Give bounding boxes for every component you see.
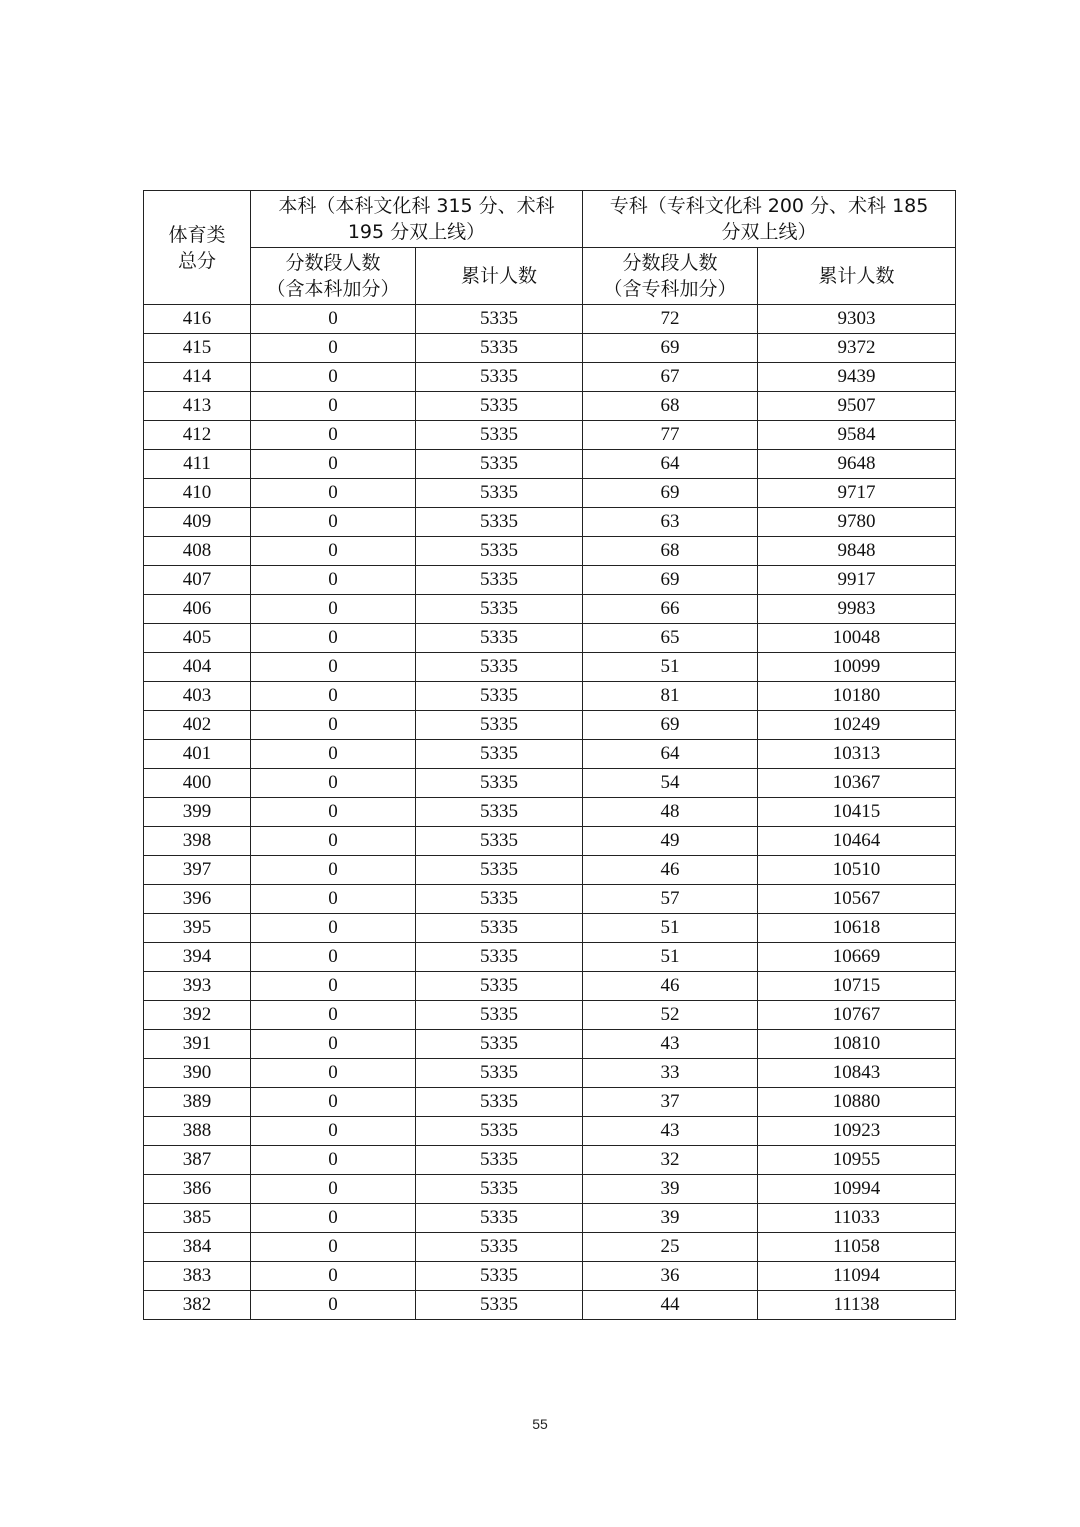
cell-benke-segment: 0 [251, 653, 416, 682]
cell-total-score: 396 [144, 885, 251, 914]
cell-total-score: 382 [144, 1291, 251, 1320]
cell-benke-segment: 0 [251, 827, 416, 856]
cell-zhuanke-cumulative: 10048 [758, 624, 956, 653]
table-row [144, 827, 956, 856]
cell-zhuanke-cumulative: 9507 [758, 392, 956, 421]
cell-total-score: 410 [144, 479, 251, 508]
score-table [143, 190, 956, 1320]
table-row [144, 885, 956, 914]
cell-zhuanke-segment: 72 [583, 305, 758, 334]
cell-benke-cumulative: 5335 [416, 334, 583, 363]
table-row [144, 537, 956, 566]
cell-benke-segment: 0 [251, 363, 416, 392]
cell-benke-segment: 0 [251, 1001, 416, 1030]
cell-zhuanke-segment: 43 [583, 1117, 758, 1146]
cell-total-score: 400 [144, 769, 251, 798]
cell-zhuanke-segment: 44 [583, 1291, 758, 1320]
cell-benke-cumulative: 5335 [416, 566, 583, 595]
cell-benke-cumulative: 5335 [416, 392, 583, 421]
table-row [144, 334, 956, 363]
cell-zhuanke-segment: 25 [583, 1233, 758, 1262]
cell-zhuanke-segment: 57 [583, 885, 758, 914]
cell-zhuanke-cumulative: 10669 [758, 943, 956, 972]
cell-zhuanke-segment: 64 [583, 450, 758, 479]
table-row [144, 943, 956, 972]
table-row [144, 421, 956, 450]
table-row [144, 1233, 956, 1262]
cell-benke-segment: 0 [251, 798, 416, 827]
cell-total-score: 407 [144, 566, 251, 595]
header-benke-segment-line-2: （含本科加分） [266, 278, 400, 300]
cell-zhuanke-segment: 39 [583, 1204, 758, 1233]
cell-zhuanke-segment: 64 [583, 740, 758, 769]
cell-total-score: 388 [144, 1117, 251, 1146]
cell-total-score: 397 [144, 856, 251, 885]
cell-zhuanke-segment: 68 [583, 537, 758, 566]
table-row [144, 305, 956, 334]
cell-zhuanke-segment: 51 [583, 914, 758, 943]
table-body [144, 305, 956, 1320]
cell-benke-cumulative: 5335 [416, 1291, 583, 1320]
cell-benke-segment: 0 [251, 421, 416, 450]
header-benke-segment [251, 248, 416, 305]
cell-total-score: 384 [144, 1233, 251, 1262]
cell-total-score: 409 [144, 508, 251, 537]
cell-total-score: 401 [144, 740, 251, 769]
cell-benke-cumulative: 5335 [416, 1262, 583, 1291]
cell-zhuanke-cumulative: 9917 [758, 566, 956, 595]
cell-zhuanke-segment: 49 [583, 827, 758, 856]
cell-zhuanke-segment: 51 [583, 653, 758, 682]
cell-zhuanke-segment: 65 [583, 624, 758, 653]
cell-benke-segment: 0 [251, 856, 416, 885]
cell-zhuanke-cumulative: 10415 [758, 798, 956, 827]
cell-zhuanke-cumulative: 9439 [758, 363, 956, 392]
table-row [144, 1262, 956, 1291]
cell-benke-segment: 0 [251, 1117, 416, 1146]
table-row [144, 972, 956, 1001]
table-row [144, 479, 956, 508]
table-row [144, 1088, 956, 1117]
cell-zhuanke-cumulative: 10767 [758, 1001, 956, 1030]
cell-total-score: 391 [144, 1030, 251, 1059]
cell-benke-segment: 0 [251, 1262, 416, 1291]
table-row [144, 1030, 956, 1059]
cell-zhuanke-segment: 48 [583, 798, 758, 827]
cell-zhuanke-segment: 77 [583, 421, 758, 450]
cell-zhuanke-cumulative: 9983 [758, 595, 956, 624]
cell-zhuanke-cumulative: 10180 [758, 682, 956, 711]
cell-zhuanke-cumulative: 9780 [758, 508, 956, 537]
cell-zhuanke-segment: 69 [583, 479, 758, 508]
cell-benke-segment: 0 [251, 711, 416, 740]
cell-benke-segment: 0 [251, 392, 416, 421]
cell-zhuanke-cumulative: 10367 [758, 769, 956, 798]
cell-total-score: 415 [144, 334, 251, 363]
cell-zhuanke-cumulative: 10923 [758, 1117, 956, 1146]
cell-benke-cumulative: 5335 [416, 1088, 583, 1117]
table-row [144, 1117, 956, 1146]
cell-benke-segment: 0 [251, 1175, 416, 1204]
cell-benke-cumulative: 5335 [416, 798, 583, 827]
cell-benke-cumulative: 5335 [416, 363, 583, 392]
cell-zhuanke-segment: 39 [583, 1175, 758, 1204]
cell-total-score: 414 [144, 363, 251, 392]
cell-zhuanke-cumulative: 10313 [758, 740, 956, 769]
table-row [144, 856, 956, 885]
cell-zhuanke-cumulative: 11058 [758, 1233, 956, 1262]
cell-benke-segment: 0 [251, 769, 416, 798]
cell-zhuanke-cumulative: 10955 [758, 1146, 956, 1175]
cell-zhuanke-cumulative: 10843 [758, 1059, 956, 1088]
header-zhuanke-cumulative-label: 累计人数 [818, 265, 895, 287]
cell-benke-cumulative: 5335 [416, 972, 583, 1001]
cell-benke-segment: 0 [251, 914, 416, 943]
cell-benke-segment: 0 [251, 1088, 416, 1117]
cell-zhuanke-cumulative: 9372 [758, 334, 956, 363]
cell-benke-cumulative: 5335 [416, 1001, 583, 1030]
cell-zhuanke-cumulative: 10249 [758, 711, 956, 740]
header-benke-cumulative [416, 248, 583, 305]
cell-benke-segment: 0 [251, 1030, 416, 1059]
cell-zhuanke-segment: 69 [583, 566, 758, 595]
cell-total-score: 393 [144, 972, 251, 1001]
cell-zhuanke-cumulative: 10715 [758, 972, 956, 1001]
cell-zhuanke-cumulative: 11033 [758, 1204, 956, 1233]
cell-benke-cumulative: 5335 [416, 769, 583, 798]
cell-total-score: 404 [144, 653, 251, 682]
cell-benke-cumulative: 5335 [416, 1146, 583, 1175]
table-row [144, 1059, 956, 1088]
cell-benke-segment: 0 [251, 595, 416, 624]
cell-benke-segment: 0 [251, 508, 416, 537]
table-row [144, 508, 956, 537]
cell-benke-cumulative: 5335 [416, 305, 583, 334]
cell-benke-cumulative: 5335 [416, 450, 583, 479]
cell-zhuanke-segment: 68 [583, 392, 758, 421]
cell-total-score: 394 [144, 943, 251, 972]
table-row [144, 1146, 956, 1175]
cell-benke-cumulative: 5335 [416, 1117, 583, 1146]
cell-total-score: 385 [144, 1204, 251, 1233]
table-row [144, 769, 956, 798]
cell-zhuanke-segment: 51 [583, 943, 758, 972]
cell-zhuanke-segment: 63 [583, 508, 758, 537]
cell-total-score: 408 [144, 537, 251, 566]
cell-benke-segment: 0 [251, 624, 416, 653]
header-score-line-2: 总分 [177, 249, 216, 272]
cell-benke-cumulative: 5335 [416, 711, 583, 740]
header-score-column [144, 191, 251, 305]
cell-zhuanke-cumulative: 10618 [758, 914, 956, 943]
header-zhuanke-segment-line-1: 分数段人数 [622, 252, 718, 274]
cell-benke-cumulative: 5335 [416, 1233, 583, 1262]
cell-benke-cumulative: 5335 [416, 653, 583, 682]
cell-benke-cumulative: 5335 [416, 914, 583, 943]
cell-benke-segment: 0 [251, 450, 416, 479]
cell-zhuanke-segment: 32 [583, 1146, 758, 1175]
header-zhuanke-cumulative [758, 248, 956, 305]
header-zhuanke-line-2: 分双上线） [721, 221, 817, 243]
header-zhuanke-segment [583, 248, 758, 305]
cell-total-score: 416 [144, 305, 251, 334]
cell-zhuanke-cumulative: 9848 [758, 537, 956, 566]
cell-benke-cumulative: 5335 [416, 885, 583, 914]
cell-benke-cumulative: 5335 [416, 1059, 583, 1088]
cell-total-score: 411 [144, 450, 251, 479]
table-row [144, 595, 956, 624]
cell-zhuanke-cumulative: 10880 [758, 1088, 956, 1117]
cell-benke-cumulative: 5335 [416, 595, 583, 624]
cell-benke-segment: 0 [251, 566, 416, 595]
cell-benke-segment: 0 [251, 1233, 416, 1262]
cell-total-score: 398 [144, 827, 251, 856]
table-row [144, 1291, 956, 1320]
cell-benke-cumulative: 5335 [416, 682, 583, 711]
cell-zhuanke-cumulative: 10464 [758, 827, 956, 856]
cell-zhuanke-segment: 66 [583, 595, 758, 624]
cell-benke-cumulative: 5335 [416, 508, 583, 537]
cell-benke-segment: 0 [251, 885, 416, 914]
table-row [144, 624, 956, 653]
cell-benke-cumulative: 5335 [416, 827, 583, 856]
cell-benke-segment: 0 [251, 537, 416, 566]
cell-zhuanke-segment: 67 [583, 363, 758, 392]
cell-benke-cumulative: 5335 [416, 421, 583, 450]
cell-total-score: 405 [144, 624, 251, 653]
table-row [144, 566, 956, 595]
cell-benke-segment: 0 [251, 479, 416, 508]
cell-total-score: 383 [144, 1262, 251, 1291]
header-score-line-1: 体育类 [168, 223, 226, 246]
header-benke-segment-line-1: 分数段人数 [285, 252, 381, 274]
header-benke-line-2: 195 分双上线） [347, 221, 486, 243]
cell-zhuanke-segment: 36 [583, 1262, 758, 1291]
cell-zhuanke-cumulative: 9584 [758, 421, 956, 450]
cell-zhuanke-segment: 54 [583, 769, 758, 798]
table-row [144, 1204, 956, 1233]
cell-benke-segment: 0 [251, 305, 416, 334]
cell-benke-cumulative: 5335 [416, 1030, 583, 1059]
cell-zhuanke-cumulative: 10510 [758, 856, 956, 885]
cell-zhuanke-cumulative: 10567 [758, 885, 956, 914]
cell-total-score: 399 [144, 798, 251, 827]
cell-total-score: 387 [144, 1146, 251, 1175]
cell-zhuanke-segment: 46 [583, 972, 758, 1001]
cell-zhuanke-segment: 46 [583, 856, 758, 885]
cell-zhuanke-segment: 43 [583, 1030, 758, 1059]
cell-zhuanke-cumulative: 9303 [758, 305, 956, 334]
cell-benke-cumulative: 5335 [416, 624, 583, 653]
cell-zhuanke-cumulative: 10994 [758, 1175, 956, 1204]
cell-total-score: 386 [144, 1175, 251, 1204]
page-number: 55 [532, 1416, 548, 1432]
cell-zhuanke-cumulative: 10810 [758, 1030, 956, 1059]
cell-zhuanke-cumulative: 9717 [758, 479, 956, 508]
cell-total-score: 406 [144, 595, 251, 624]
cell-benke-cumulative: 5335 [416, 1175, 583, 1204]
cell-total-score: 390 [144, 1059, 251, 1088]
cell-total-score: 389 [144, 1088, 251, 1117]
table-header [144, 191, 956, 305]
cell-benke-cumulative: 5335 [416, 740, 583, 769]
cell-total-score: 412 [144, 421, 251, 450]
cell-zhuanke-segment: 69 [583, 334, 758, 363]
table-row [144, 1175, 956, 1204]
table-row [144, 682, 956, 711]
cell-zhuanke-segment: 81 [583, 682, 758, 711]
cell-zhuanke-segment: 37 [583, 1088, 758, 1117]
table-row [144, 740, 956, 769]
table-row [144, 363, 956, 392]
table-row [144, 798, 956, 827]
header-benke-line-1: 本科（本科文化科 315 分、术科 [278, 195, 555, 217]
cell-benke-segment: 0 [251, 1146, 416, 1175]
header-group-zhuanke [583, 191, 956, 248]
cell-zhuanke-cumulative: 11138 [758, 1291, 956, 1320]
cell-total-score: 402 [144, 711, 251, 740]
cell-zhuanke-cumulative: 9648 [758, 450, 956, 479]
cell-benke-segment: 0 [251, 334, 416, 363]
cell-benke-cumulative: 5335 [416, 537, 583, 566]
header-group-benke [251, 191, 583, 248]
cell-benke-segment: 0 [251, 740, 416, 769]
table-row [144, 1001, 956, 1030]
cell-total-score: 413 [144, 392, 251, 421]
header-row-sub [144, 248, 956, 305]
cell-benke-segment: 0 [251, 972, 416, 1001]
header-zhuanke-segment-line-2: （含专科加分） [603, 278, 737, 300]
table-row [144, 914, 956, 943]
header-row-top [144, 191, 956, 248]
cell-total-score: 395 [144, 914, 251, 943]
cell-benke-segment: 0 [251, 1204, 416, 1233]
table-row [144, 653, 956, 682]
cell-benke-segment: 0 [251, 682, 416, 711]
cell-zhuanke-segment: 33 [583, 1059, 758, 1088]
cell-benke-segment: 0 [251, 1291, 416, 1320]
cell-benke-cumulative: 5335 [416, 1204, 583, 1233]
cell-benke-cumulative: 5335 [416, 479, 583, 508]
cell-total-score: 403 [144, 682, 251, 711]
header-benke-cumulative-label: 累计人数 [461, 265, 538, 287]
cell-total-score: 392 [144, 1001, 251, 1030]
cell-benke-cumulative: 5335 [416, 856, 583, 885]
cell-benke-cumulative: 5335 [416, 943, 583, 972]
table-row [144, 711, 956, 740]
cell-zhuanke-cumulative: 10099 [758, 653, 956, 682]
cell-zhuanke-segment: 69 [583, 711, 758, 740]
table-row [144, 392, 956, 421]
header-zhuanke-line-1: 专科（专科文化科 200 分、术科 185 [609, 195, 929, 217]
table-row [144, 450, 956, 479]
cell-benke-segment: 0 [251, 1059, 416, 1088]
cell-zhuanke-segment: 52 [583, 1001, 758, 1030]
cell-zhuanke-cumulative: 11094 [758, 1262, 956, 1291]
cell-benke-segment: 0 [251, 943, 416, 972]
